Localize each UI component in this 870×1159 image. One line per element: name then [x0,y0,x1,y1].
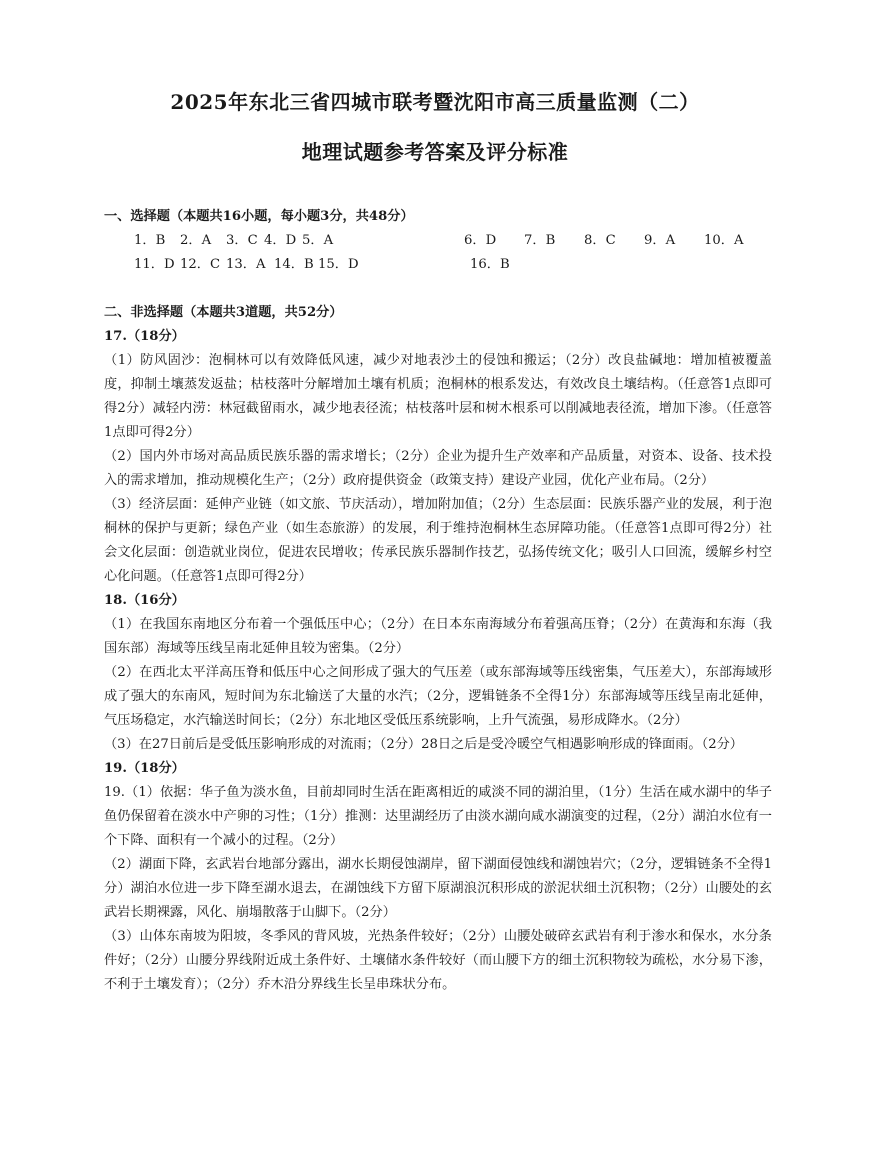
answer-item: 16．B [470,257,510,272]
answer-item: 4．D [264,233,297,248]
question-19-part-2: （2）湖面下降，玄武岩台地部分露出，湖水长期侵蚀湖岸，留下湖面侵蚀线和湖蚀岩穴；（2分，逻辑链条不全得1分）湖泊水位进一步下降至湖水退去，在湖蚀线下方留下原湖浪沉积形成的淤泥状细土沉积物；（2分）山腰处的玄武岩长期裸露，风化、崩塌散落于山脚下。（2分） [104,857,772,920]
answer-item: 5．A [302,233,334,248]
question-17-part-1: （1）防风固沙：泡桐林可以有效降低风速，减少对地表沙土的侵蚀和搬运；（2分）改良盐碱地：增加植被覆盖度，抑制土壤蒸发返盐；枯枝落叶分解增加土壤有机质；泡桐林的根系发达，有效改良土壤结构。（任意答1点即可得2分）减轻内涝：林冠截留雨水，减少地表径流；枯枝落叶层和树木根系可以削减地表径流，增加下渗。（任意答1点即可得2分） [104,353,772,440]
answer-item: 15．D [318,257,359,272]
answer-item: 8．C [584,233,616,248]
answer-item: 2．A [180,233,212,248]
page-title: 2025年东北三省四城市联考暨沈阳市高三质量监测（二） [170,90,700,114]
answer-item: 7．B [524,233,556,248]
spacer [104,277,772,301]
page-subtitle: 地理试题参考答案及评分标准 [301,140,569,164]
answer-row-2 [104,253,772,277]
question-17-part-2: （2）国内外市场对高品质民族乐器的需求增长；（2分）企业为提升生产效率和产品质量，对资本、设备、技术投入的需求增加，推动规模化生产；（2分）政府提供资金（政策支持）建设产业园，优化产业布局。（2分） [104,449,772,488]
answer-row-1 [104,229,772,253]
answer-item: 12．C [180,257,221,272]
section-heading-multiple-choice: 一、选择题（本题共16小题，每小题3分，共48分） [104,209,414,224]
section-heading-free-response: 二、非选择题（本题共3道题，共52分） [104,305,343,320]
document-body [104,205,772,997]
answer-item: 3．C [226,233,258,248]
question-18-part-1: （1）在我国东南地区分布着一个强低压中心；（2分）在日本东南海域分布着强高压脊；（2分）在黄海和东海（我国东部）海域等压线呈南北延伸且较为密集。（2分） [104,617,772,656]
question-19-part-3: （3）山体东南坡为阳坡，冬季风的背风坡，光热条件较好；（2分）山腰处破碎玄武岩有利于渗水和保水，水分条件好；（2分）山腰分界线附近成土条件好、土壤储水条件较好（而山腰下方的细土沉积物较为疏松，水分易下渗，不利于土壤发育）；（2分）乔木沿分界线生长呈串珠状分布。 [104,929,772,992]
question-18-part-2: （2）在西北太平洋高压脊和低压中心之间形成了强大的气压差（或东部海域等压线密集，气压差大），东部海域形成了强大的东南风，短时间为东北输送了大量的水汽；（2分，逻辑链条不全得1分）东部海域等压线呈南北延伸，气压场稳定，水汽输送时间长；（2分）东北地区受低压系统影响，上升气流强，易形成降水。（2分） [104,665,772,728]
question-18-part-3: （3）在27日前后是受低压影响形成的对流雨；（2分）28日之后是受冷暖空气相遇影响形成的锋面雨。（2分） [104,737,743,752]
answer-item: 10．A [704,233,744,248]
answer-item: 6．D [464,233,497,248]
answer-item: 9．A [644,233,676,248]
question-19-part-1: 19.（1）依据：华子鱼为淡水鱼，目前却同时生活在距离相近的咸淡不同的湖泊里，（1分）生活在咸水湖中的华子鱼仍保留着在淡水中产卵的习性；（1分）推测：达里湖经历了由淡水湖向咸水湖演变的过程，（2分）湖泊水位有一个下降、面积有一个减小的过程。（2分） [104,785,772,848]
answer-item: 13．A [226,257,266,272]
answer-item: 14．B [274,257,314,272]
answer-item: 11．D [134,257,175,272]
question-17-part-3: （3）经济层面：延伸产业链（如文旅、节庆活动），增加附加值；（2分）生态层面：民族乐器产业的发展，利于泡桐林的保护与更新；绿色产业（如生态旅游）的发展，利于维持泡桐林生态屏障功能。（任意答1点即可得2分）社会文化层面：创造就业岗位，促进农民增收；传承民族乐器制作技艺，弘扬传统文化；吸引人口回流，缓解乡村空心化问题。（任意答1点即可得2分） [104,497,772,584]
question-17-heading: 17.（18分） [104,329,185,344]
question-19-heading: 19.（18分） [104,761,185,776]
answer-item: 1．B [134,233,166,248]
question-18-heading: 18.（16分） [104,593,185,608]
